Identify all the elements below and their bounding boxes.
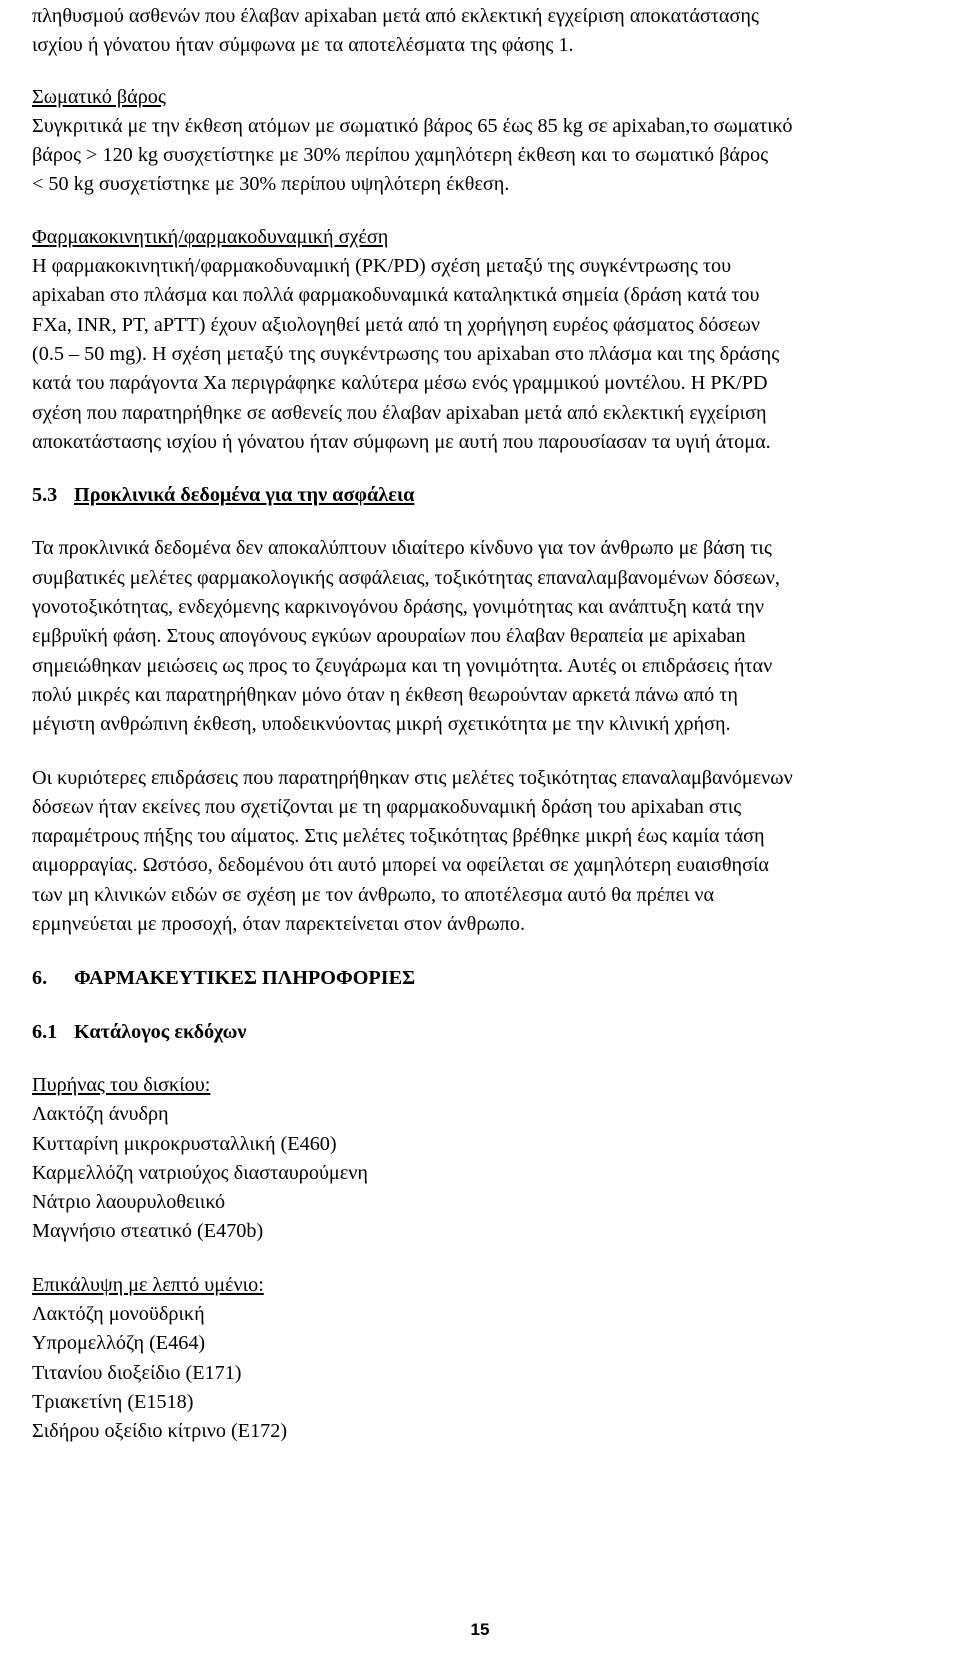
tablet-core-title: Πυρήνας του δισκίου: bbox=[32, 1073, 211, 1096]
list-item: Σιδήρου οξείδιο κίτρινο (E172) bbox=[32, 1420, 288, 1443]
body-weight-title: Σωματικό βάρος bbox=[32, 85, 166, 108]
section-number: 6.1 bbox=[32, 1020, 58, 1043]
section-title: ΦΑΡΜΑΚΕΥΤΙΚΕΣ ΠΛΗΡΟΦΟΡΙΕΣ bbox=[74, 967, 416, 990]
section-number: 5.3 bbox=[32, 484, 58, 507]
text-line: σχέση που παρατηρήθηκε σε ασθενείς που έλαβαν apixaban μετά από εκλεκτική εγχείριση bbox=[32, 401, 767, 424]
text-line: Συγκριτικά με την έκθεση ατόμων με σωματικό βάρος 65 έως 85 kg σε apixaban,το σωματικό bbox=[32, 114, 793, 137]
section-6-heading bbox=[32, 964, 932, 993]
text-line: κατά του παράγοντα Xa περιγράφηκε καλύτερα μέσω ενός γραμμικού μοντέλου. Η PK/PD bbox=[32, 372, 768, 395]
text-line: συμβατικές μελέτες φαρμακολογικής ασφάλειας, τοξικότητας επαναλαμβανομένων δόσεων, bbox=[32, 566, 780, 589]
preclinical-paragraph-1 bbox=[32, 534, 932, 739]
list-item: Κυτταρίνη μικροκρυσταλλική (E460) bbox=[32, 1132, 337, 1155]
list-item: Νάτριο λαουρυλοθειικό bbox=[32, 1191, 226, 1214]
text-line: εμβρυϊκή φάση. Στους απογόνους εγκύων αρουραίων που έλαβαν θεραπεία με apixaban bbox=[32, 625, 746, 648]
list-item: Λακτόζη μονοϋδρική bbox=[32, 1302, 205, 1325]
text-line: πολύ μικρές και παρατηρήθηκαν μόνο όταν η έκθεση θεωρούνταν αρκετά πάνω από τη bbox=[32, 683, 738, 706]
text-line: πληθυσμού ασθενών που έλαβαν apixaban μετά από εκλεκτική εγχείριση αποκατάστασης bbox=[32, 5, 759, 27]
text-line: Οι κυριότερες επιδράσεις που παρατηρήθηκαν στις μελέτες τοξικότητας επαναλαμβανόμενων bbox=[32, 766, 793, 789]
text-line: παραμέτρους πήξης του αίματος. Στις μελέτες τοξικότητας βρέθηκε μικρή έως καμία τάση bbox=[32, 825, 765, 848]
text-line: FXa, INR, PT, aPTT) έχουν αξιολογηθεί μετά από τη χορήγηση ευρέος φάσματος δόσεων bbox=[32, 313, 761, 336]
list-item: Υπρομελλόζη (E464) bbox=[32, 1332, 206, 1355]
pkpd-paragraph bbox=[32, 223, 932, 457]
list-item: Λακτόζη άνυδρη bbox=[32, 1103, 169, 1126]
list-item: Καρμελλόζη νατριούχος διασταυρούμενη bbox=[32, 1161, 368, 1184]
section-number: 6. bbox=[32, 967, 48, 990]
list-item: Τιτανίου διοξείδιο (E171) bbox=[32, 1361, 242, 1384]
film-coat-title: Επικάλυψη με λεπτό υμένιο: bbox=[32, 1273, 264, 1296]
text-line: ερμηνεύεται με προσοχή, όταν παρεκτείνεται στον άνθρωπο. bbox=[32, 913, 526, 936]
text-line: ισχίου ή γόνατου ήταν σύμφωνα με τα αποτελέσματα της φάσης 1. bbox=[32, 34, 574, 57]
text-line: Τα προκλινικά δεδομένα δεν αποκαλύπτουν ιδιαίτερο κίνδυνο για τον άνθρωπο με βάση τις bbox=[32, 537, 772, 560]
body-weight-paragraph bbox=[32, 83, 932, 200]
text-line: (0.5 – 50 mg). Η σχέση μεταξύ της συγκέντρωσης του apixaban στο πλάσμα και της δράσης bbox=[32, 342, 780, 365]
list-item: Τριακετίνη (E1518) bbox=[32, 1390, 194, 1413]
text-line: < 50 kg συσχετίστηκε με 30% περίπου υψηλότερη έκθεση. bbox=[32, 173, 510, 196]
section-6-1-heading bbox=[32, 1018, 932, 1047]
document-page bbox=[32, 0, 932, 1446]
section-title: Κατάλογος εκδόχων bbox=[74, 1020, 247, 1043]
text-line: apixaban στο πλάσμα και πολλά φαρμακοδυναμικά καταληκτικά σημεία (δράση κατά του bbox=[32, 284, 760, 307]
preclinical-paragraph-2 bbox=[32, 764, 932, 940]
text-line: βάρος > 120 kg συσχετίστηκε με 30% περίπου χαμηλότερη έκθεση και το σωματικό βάρος bbox=[32, 144, 769, 167]
film-coat-list bbox=[32, 1271, 932, 1447]
text-line: μέγιστη ανθρώπινη έκθεση, υποδεικνύοντας μικρή σχετικότητα με την κλινική χρήση. bbox=[32, 713, 731, 736]
text-line: αποκατάστασης ισχίου ή γόνατου ήταν σύμφωνη με αυτή που παρουσίασαν τα υγιή άτομα. bbox=[32, 430, 771, 453]
text-line: Η φαρμακοκινητική/φαρμακοδυναμική (PK/PD) σχέση μεταξύ της συγκέντρωσης του bbox=[32, 255, 732, 278]
section-title: Προκλινικά δεδομένα για την ασφάλεια bbox=[74, 484, 415, 507]
tablet-core-list bbox=[32, 1071, 932, 1247]
intro-paragraph bbox=[32, 2, 932, 61]
pkpd-title: Φαρμακοκινητική/φαρμακοδυναμική σχέση bbox=[32, 225, 389, 248]
page-number: 15 bbox=[470, 1620, 490, 1639]
text-line: των μη κλινικών ειδών σε σχέση με τον άνθρωπο, το αποτέλεσμα αυτό θα πρέπει να bbox=[32, 883, 715, 906]
list-item: Μαγνήσιο στεατικό (E470b) bbox=[32, 1220, 264, 1243]
text-line: γονοτοξικότητας, ενδεχόμενης καρκινογόνου δράσης, γονιμότητας και ανάπτυξη κατά την bbox=[32, 596, 765, 619]
text-line: αιμορραγίας. Ωστόσο, δεδομένου ότι αυτό μπορεί να οφείλεται σε χαμηλότερη ευαισθησία bbox=[32, 854, 769, 877]
text-line: δόσεων ήταν εκείνες που σχετίζονται με τη φαρμακοδυναμική δράση του apixaban στις bbox=[32, 795, 742, 818]
text-line: σημειώθηκαν μειώσεις ως προς το ζευγάρωμα και τη γονιμότητα. Αυτές οι επιδράσεις ήταν bbox=[32, 654, 773, 677]
section-5-3-heading bbox=[32, 481, 932, 510]
